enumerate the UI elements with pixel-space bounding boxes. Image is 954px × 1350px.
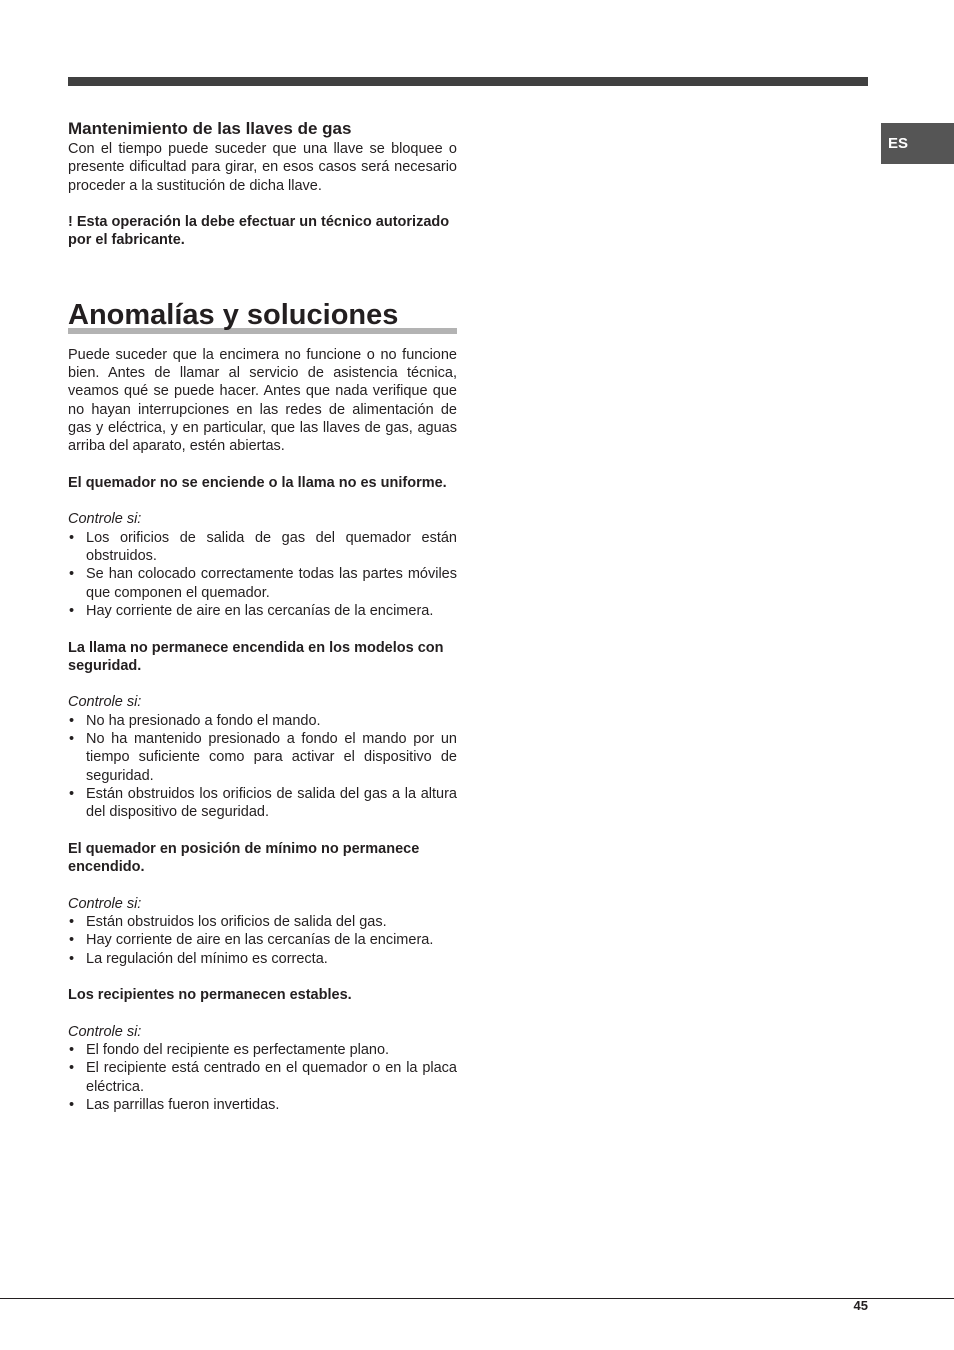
list-item: • Las parrillas fueron invertidas. <box>68 1096 457 1114</box>
list-item: • No ha mantenido presionado a fondo el mando por un tiempo suficiente como para activar el dispositivo de seguridad. <box>68 730 457 785</box>
troubleshooting-title: Anomalías y soluciones <box>68 298 399 331</box>
problem-title: El quemador no se enciende o la llama no es uniforme. <box>68 474 447 491</box>
problem-block <box>68 986 457 1114</box>
problem-block <box>68 474 457 620</box>
top-rule <box>68 77 868 86</box>
problem-block <box>68 840 457 968</box>
maintenance-title: Mantenimiento de las llaves de gas <box>68 119 352 138</box>
check-list <box>68 913 457 968</box>
check-label: Controle si: <box>68 1023 142 1040</box>
list-item: • Se han colocado correctamente todas las partes móviles que componen el quemador. <box>68 565 457 602</box>
page-content <box>68 118 457 1114</box>
check-label: Controle si: <box>68 895 142 912</box>
footer-rule <box>0 1298 954 1299</box>
check-list <box>68 712 457 822</box>
list-item: • Hay corriente de aire en las cercanías de la encimera. <box>68 931 457 949</box>
list-item: • No ha presionado a fondo el mando. <box>68 712 457 730</box>
check-list <box>68 1041 457 1114</box>
problem-title: Los recipientes no permanecen estables. <box>68 987 352 1004</box>
maintenance-body: Con el tiempo puede suceder que una llave se bloquee o presente dificultad para girar, en esos casos será necesario proceder a la sustitución de dicha llave. <box>68 141 457 194</box>
maintenance-warning: ! Esta operación la debe efectuar un técnico autorizado por el fabricante. <box>68 214 450 249</box>
check-label: Controle si: <box>68 694 142 711</box>
page-number: 45 <box>853 1298 868 1313</box>
check-label: Controle si: <box>68 511 142 528</box>
problem-title: El quemador en posición de mínimo no permanece encendido. <box>68 840 420 876</box>
troubleshooting-intro: Puede suceder que la encimera no funcione o no funcione bien. Antes de llamar al servicio de asistencia técnica, veamos qué se puede hacer. Antes que nada verifique que no hayan interrupciones en las redes de alimentación de gas y eléctrica, y en particular, que las llaves de gas, aguas arriba del aparato, estén abiertas. <box>68 346 457 455</box>
list-item: • La regulación del mínimo es correcta. <box>68 950 457 968</box>
list-item: • Hay corriente de aire en las cercanías de la encimera. <box>68 602 457 620</box>
list-item: • Están obstruidos los orificios de salida del gas a la altura del dispositivo de seguridad. <box>68 785 457 822</box>
problem-block <box>68 639 457 822</box>
list-item: • El recipiente está centrado en el quemador o en la placa eléctrica. <box>68 1059 457 1096</box>
list-item: • El fondo del recipiente es perfectamente plano. <box>68 1041 457 1059</box>
list-item: • Están obstruidos los orificios de salida del gas. <box>68 913 457 931</box>
list-item: • Los orificios de salida de gas del quemador están obstruidos. <box>68 529 457 566</box>
language-tab: ES <box>881 123 954 164</box>
problem-title: La llama no permanece encendida en los modelos con seguridad. <box>68 639 444 674</box>
check-list <box>68 529 457 620</box>
section-heading <box>68 300 457 334</box>
